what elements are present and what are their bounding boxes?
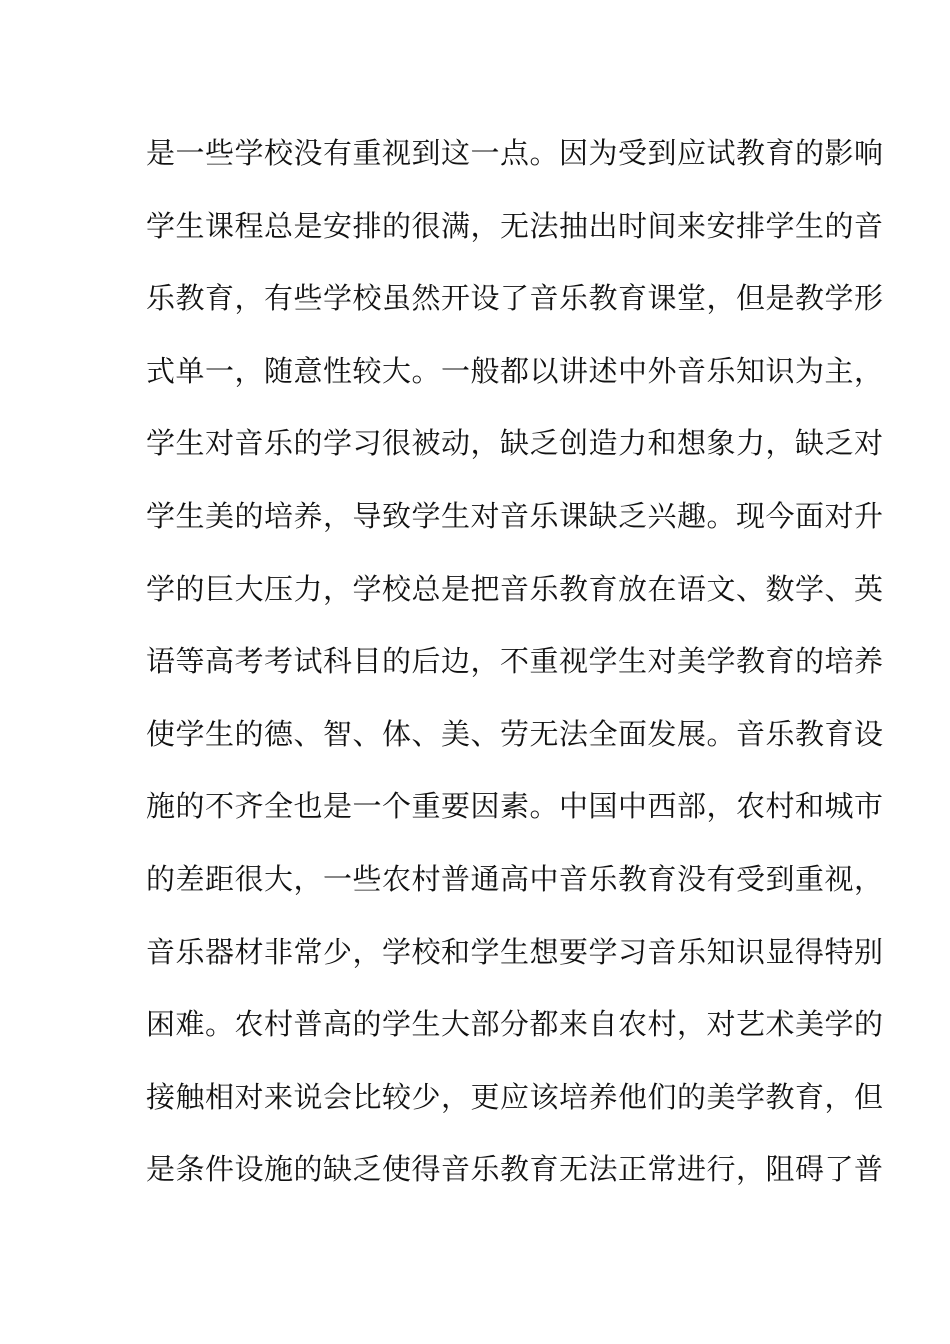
text-line: 使学生的德、智、体、美、劳无法全面发展。音乐教育设: [146, 716, 884, 751]
text-line: 音乐器材非常少，学校和学生想要学习音乐知识显得特别: [146, 934, 884, 969]
text-line: 接触相对来说会比较少，更应该培养他们的美学教育，但: [146, 1079, 884, 1114]
body-text: [146, 127, 884, 1216]
text-line: 困难。农村普高的学生大部分都来自农村，对艺术美学的: [146, 1007, 884, 1042]
text-line: 学生对音乐的学习很被动，缺乏创造力和想象力，缺乏对: [146, 426, 884, 461]
text-line: 是一些学校没有重视到这一点。因为受到应试教育的影响: [146, 136, 884, 170]
text-line: 学生课程总是安排的很满，无法抽出时间来安排学生的音: [146, 208, 884, 243]
text-line: 学的巨大压力，学校总是把音乐教育放在语文、数学、英: [146, 571, 884, 606]
text-line: 语等高考考试科目的后边，不重视学生对美学教育的培养: [146, 644, 884, 679]
text-line: 乐教育，有些学校虽然开设了音乐教育课堂，但是教学形: [146, 281, 884, 316]
text-line: 学生美的培养，导致学生对音乐课缺乏兴趣。现今面对升: [146, 498, 884, 533]
text-line: 式单一，随意性较大。一般都以讲述中外音乐知识为主，: [146, 353, 884, 388]
text-line: 是条件设施的缺乏使得音乐教育无法正常进行，阻碍了普: [146, 1152, 884, 1187]
text-line: 施的不齐全也是一个重要因素。中国中西部，农村和城市: [146, 789, 884, 824]
text-line: 的差距很大，一些农村普通高中音乐教育没有受到重视，: [146, 861, 884, 896]
